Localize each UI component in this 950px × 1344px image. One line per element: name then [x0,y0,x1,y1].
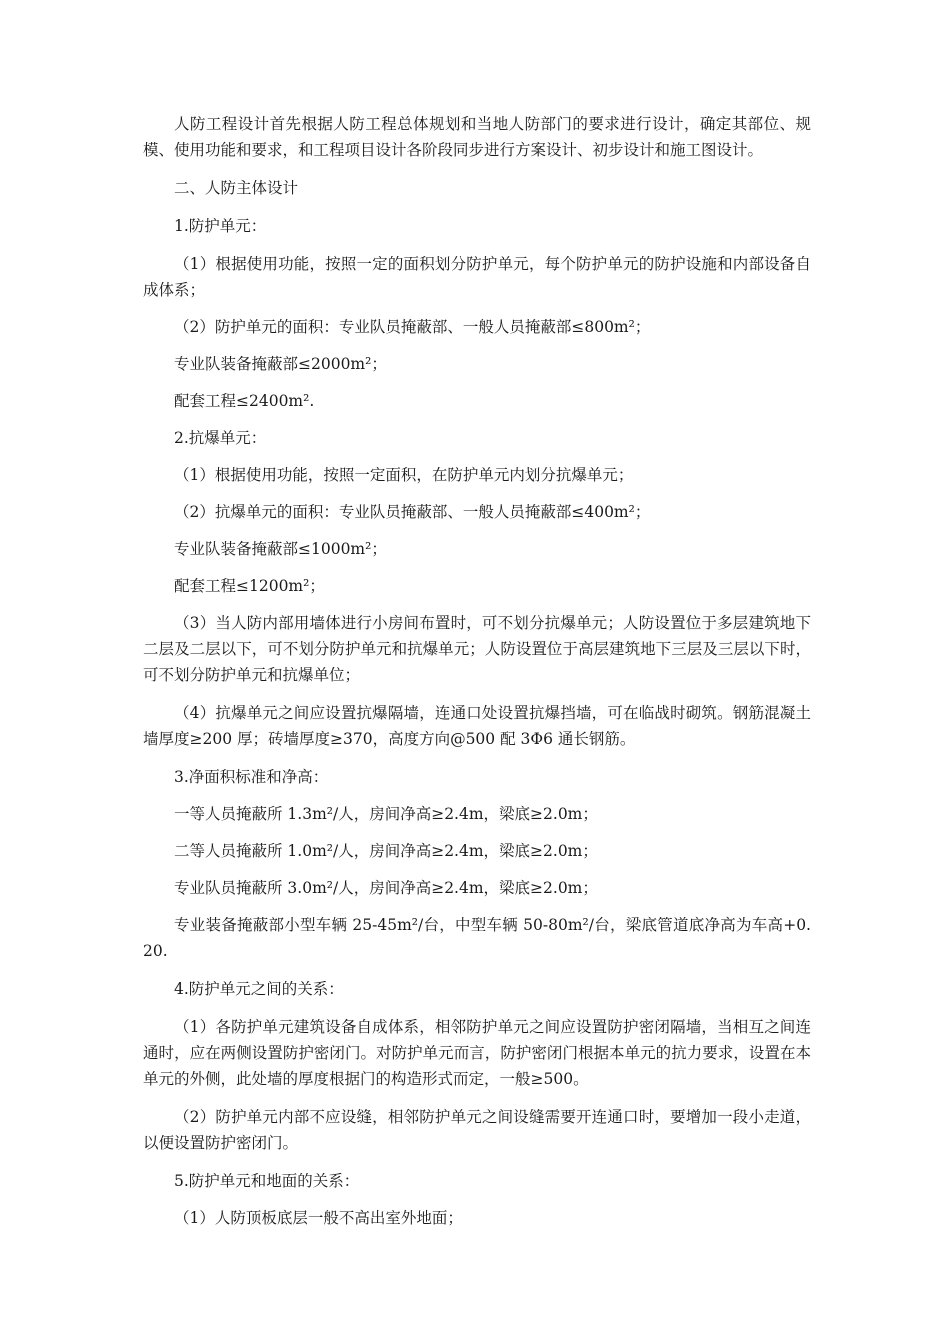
paragraph-blast-unit-4: （4）抗爆单元之间应设置抗爆隔墙，连通口处设置抗爆挡墙，可在临战时砌筑。钢筋混凝土墙厚度≥200 厚；砖墙厚度≥370，高度方向@500 配 3Φ6 通长钢筋。 [143,704,811,748]
paragraph-vehicle-shelter: 专业装备掩蔽部小型车辆 25-45m²/台，中型车辆 50-80m²/台，梁底管道底净高为车高+0.20. [143,916,811,960]
paragraph-blast-equipment-area: 专业队装备掩蔽部≤1000m²； [174,540,387,558]
section-heading-civil-defense-main-design: 二、人防主体设计 [174,179,299,197]
document-body [143,111,811,1231]
paragraph-unit-relationship-2: （2）防护单元内部不应设缝，相邻防护单元之间设缝需要开连通口时，要增加一段小走道，以便设置防护密闭门。 [143,1108,811,1152]
paragraph-unit-relationship-1: （1）各防护单元建筑设备自成体系，相邻防护单元之间应设置防护密闭隔墙，当相互之间连通时，应在两侧设置防护密闭门。对防护单元而言，防护密闭门根据本单元的抗力要求，设置在本单元的外侧，此处墙的厚度根据门的构造形式而定，一般≥500。 [143,1018,811,1088]
subheading-protection-unit: 1.防护单元： [174,217,267,235]
paragraph-protection-unit-1: （1）根据使用功能，按照一定的面积划分防护单元，每个防护单元的防护设施和内部设备自成体系； [143,255,811,299]
subheading-net-area-and-height: 3.净面积标准和净高： [174,768,329,786]
paragraph-blast-unit-3: （3）当人防内部用墙体进行小房间布置时，可不划分抗爆单元；人防设置位于多层建筑地下二层及二层以下，可不划分防护单元和抗爆单元；人防设置位于高层建筑地下三层及三层以下时，可不划分防护单元和抗爆单位； [143,614,811,684]
subheading-unit-relationship: 4.防护单元之间的关系： [174,980,344,998]
paragraph-equipment-shelter-area: 专业队装备掩蔽部≤2000m²； [174,355,387,373]
paragraph-first-class-shelter: 一等人员掩蔽所 1.3m²/人，房间净高≥2.4m，梁底≥2.0m； [174,805,598,823]
paragraph-intro: 人防工程设计首先根据人防工程总体规划和当地人防部门的要求进行设计，确定其部位、规模、使用功能和要求，和工程项目设计各阶段同步进行方案设计、初步设计和施工图设计。 [143,115,811,159]
paragraph-blast-supporting-area: 配套工程≤1200m²； [174,577,325,595]
subheading-blast-resistant-unit: 2.抗爆单元： [174,429,267,447]
paragraph-team-shelter: 专业队员掩蔽所 3.0m²/人，房间净高≥2.4m，梁底≥2.0m； [174,879,598,897]
paragraph-blast-unit-1: （1）根据使用功能，按照一定面积，在防护单元内划分抗爆单元； [174,466,634,484]
paragraph-blast-unit-2: （2）抗爆单元的面积：专业队员掩蔽部、一般人员掩蔽部≤400m²； [174,503,651,521]
paragraph-protection-unit-2: （2）防护单元的面积：专业队员掩蔽部、一般人员掩蔽部≤800m²； [174,318,651,336]
subheading-unit-and-ground: 5.防护单元和地面的关系： [174,1172,360,1190]
paragraph-supporting-works-area: 配套工程≤2400m². [174,392,315,410]
paragraph-unit-and-ground-1: （1）人防顶板底层一般不高出室外地面； [174,1209,463,1227]
paragraph-second-class-shelter: 二等人员掩蔽所 1.0m²/人，房间净高≥2.4m，梁底≥2.0m； [174,842,598,860]
